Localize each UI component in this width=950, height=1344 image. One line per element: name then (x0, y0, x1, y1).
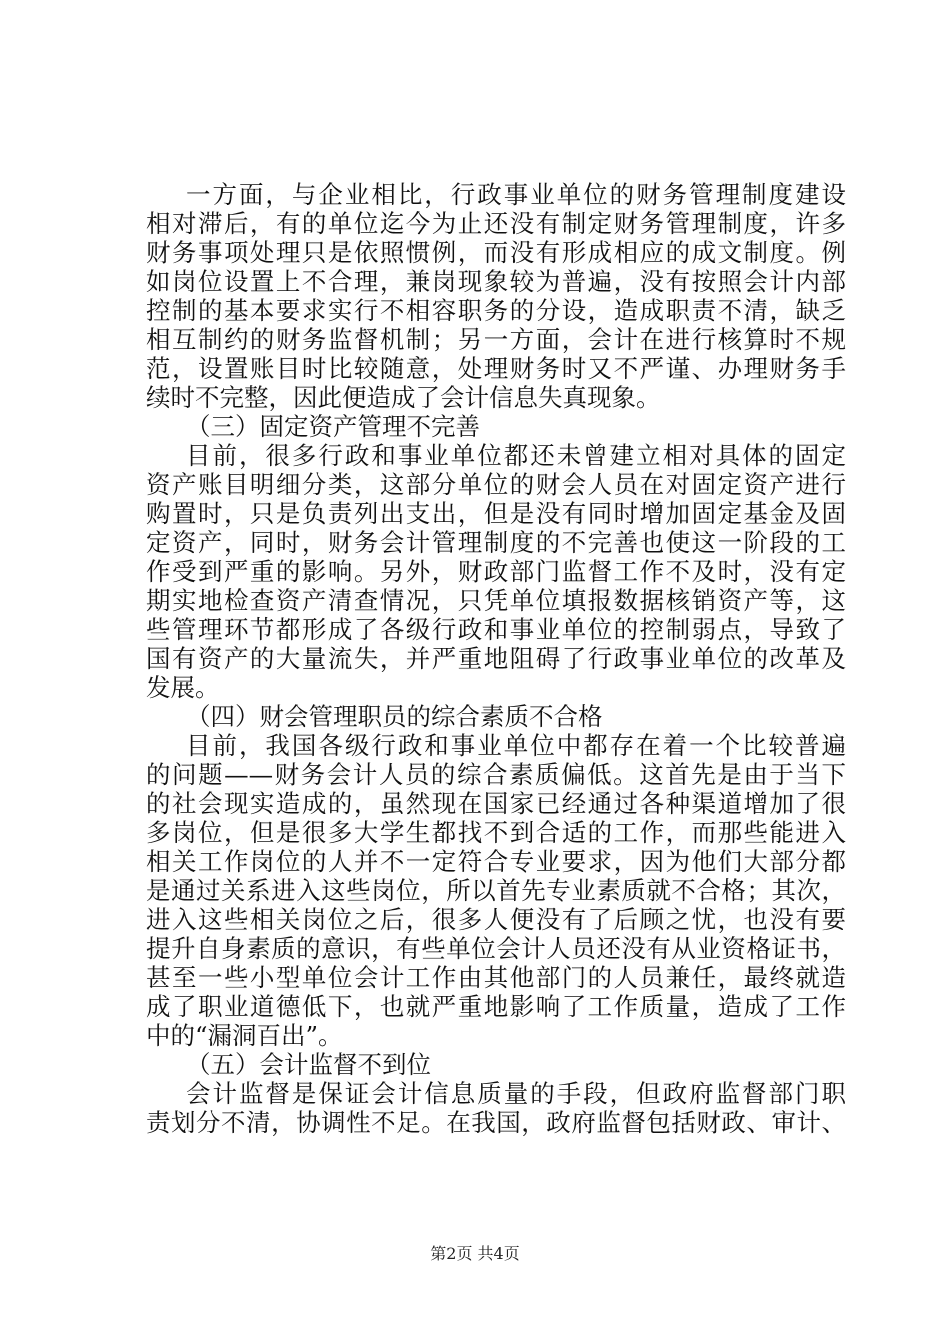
text-line: 如岗位设置上不合理，兼岗现象较为普遍，没有按照会计内部 (146, 267, 846, 296)
text-line: 发展。 (146, 673, 220, 702)
text-line: 一方面，与企业相比，行政事业单位的财务管理制度建设 (186, 180, 846, 209)
text-line: 提升自身素质的意识，有些单位会计人员还没有从业资格证书， (146, 934, 846, 963)
text-line: 国有资产的大量流失，并严重地阻碍了行政事业单位的改革及 (146, 644, 846, 673)
section-heading-5: （五）会计监督不到位 (186, 1050, 431, 1079)
text-line: 进入这些相关岗位之后，很多人便没有了后顾之忧，也没有要 (146, 905, 846, 934)
text-line: 范，设置账目时比较随意，处理财务时又不严谨、办理财务手 (146, 354, 846, 383)
text-line: 资产账目明细分类，这部分单位的财会人员在对固定资产进行 (146, 470, 846, 499)
text-line: 甚至一些小型单位会计工作由其他部门的人员兼任，最终就造 (146, 963, 846, 992)
section-heading-4: （四）财会管理职员的综合素质不合格 (186, 702, 603, 731)
text-line: 目前，我国各级行政和事业单位中都存在着一个比较普遍 (186, 731, 846, 760)
text-line: 续时不完整，因此便造成了会计信息失真现象。 (146, 383, 661, 412)
text-line: 多岗位，但是很多大学生都找不到合适的工作，而那些能进入 (146, 818, 846, 847)
text-line: 的问题——财务会计人员的综合素质偏低。这首先是由于当下 (146, 760, 846, 789)
text-line: 中的“漏洞百出”。 (146, 1021, 343, 1050)
text-line: 责划分不清，协调性不足。在我国，政府监督包括财政、审计、 (146, 1108, 846, 1137)
text-line: 会计监督是保证会计信息质量的手段，但政府监督部门职 (186, 1079, 846, 1108)
text-line: 相对滞后，有的单位迄今为止还没有制定财务管理制度，许多 (146, 209, 846, 238)
text-line: 是通过关系进入这些岗位，所以首先专业素质就不合格；其次， (146, 876, 846, 905)
text-line: 相互制约的财务监督机制；另一方面，会计在进行核算时不规 (146, 325, 846, 354)
text-line: 的社会现实造成的，虽然现在国家已经通过各种渠道增加了很 (146, 789, 846, 818)
text-line: 些管理环节都形成了各级行政和事业单位的控制弱点，导致了 (146, 615, 846, 644)
text-line: 成了职业道德低下，也就严重地影响了工作质量，造成了工作 (146, 992, 846, 1021)
text-line: 期实地检查资产清查情况，只凭单位填报数据核销资产等，这 (146, 586, 846, 615)
text-line: 作受到严重的影响。另外，财政部门监督工作不及时，没有定 (146, 557, 846, 586)
text-line: 控制的基本要求实行不相容职务的分设，造成职责不清，缺乏 (146, 296, 846, 325)
page-footer: 第2页 共4页 (430, 1244, 520, 1263)
text-line: 定资产，同时，财务会计管理制度的不完善也使这一阶段的工 (146, 528, 846, 557)
text-line: 购置时，只是负责列出支出，但是没有同时增加固定基金及固 (146, 499, 846, 528)
text-line: 相关工作岗位的人并不一定符合专业要求，因为他们大部分都 (146, 847, 846, 876)
section-heading-3: （三）固定资产管理不完善 (186, 412, 480, 441)
text-line: 目前，很多行政和事业单位都还未曾建立相对具体的固定 (186, 441, 846, 470)
text-line: 财务事项处理只是依照惯例，而没有形成相应的成文制度。例 (146, 238, 846, 267)
